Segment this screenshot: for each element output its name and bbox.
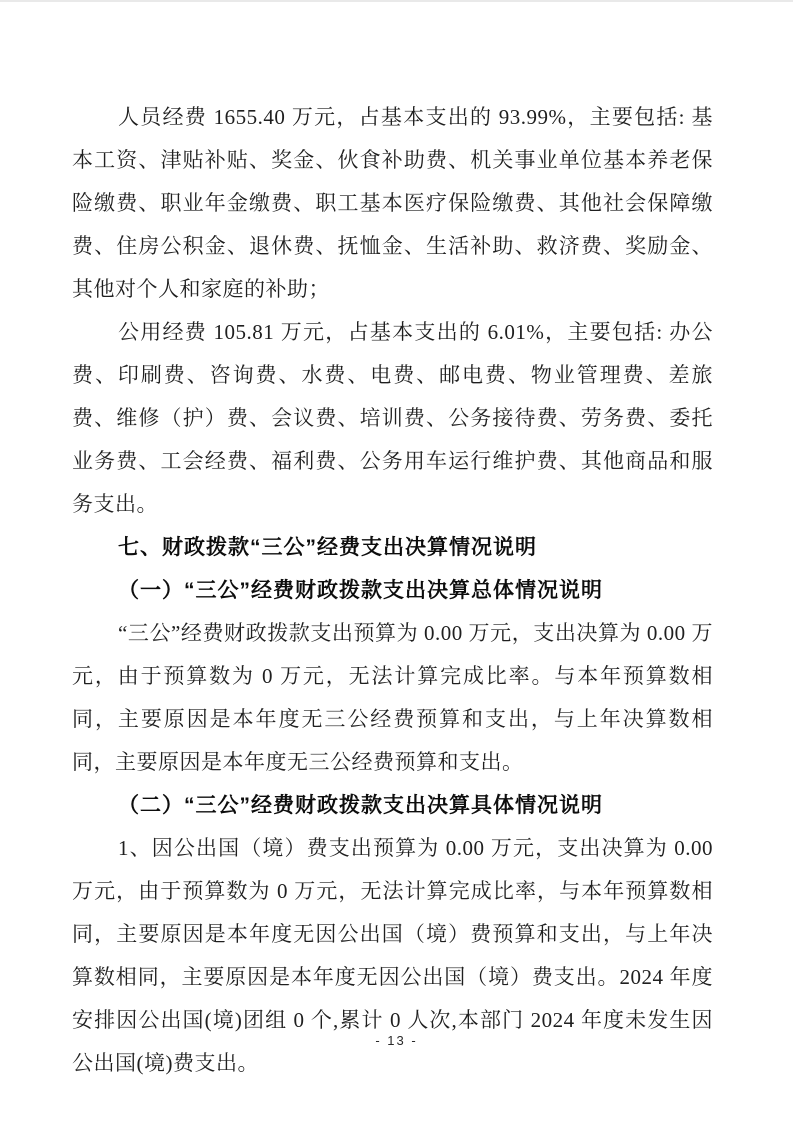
document-body (72, 96, 713, 1085)
page-number: - 13 - (375, 1033, 418, 1048)
heading-section-seven-three-public-funds: 七、财政拨款“三公”经费支出决算情况说明 (118, 536, 537, 559)
paragraph-overseas-travel-expenses: 1、因公出国（境）费支出预算为 0.00 万元，支出决算为 0.00 万元，由于预算数为 0 万元，无法计算完成比率，与本年预算数相同，主要原因是本年度无因公出国（境）费预算和支出，与上年决算数相同，主要原因是本年度无因公出国（境）费支出。2024 年度安排因公出国(境)团组 0 个,累计 0 人次,本部门 2024 年度未发生因公出国(境)费支出。 (72, 836, 713, 1075)
paragraph-personnel-expenses: 人员经费 1655.40 万元，占基本支出的 93.99%，主要包括: 基本工资、津贴补贴、奖金、伙食补助费、机关事业单位基本养老保险缴费、职业年金缴费、职工基本医疗保险缴费、其他社会保障缴费、住房公积金、退休费、抚恤金、生活补助、救济费、奖励金、其他对个人和家庭的补助； (72, 105, 713, 301)
heading-subsection-two-specific-situation: （二）“三公”经费财政拨款支出决算具体情况说明 (118, 794, 603, 817)
paragraph-public-utility-expenses: 公用经费 105.81 万元，占基本支出的 6.01%，主要包括: 办公费、印刷费、咨询费、水费、电费、邮电费、物业管理费、差旅费、维修（护）费、会议费、培训费、公务接待费、劳务费、委托业务费、工会经费、福利费、公务用车运行维护费、其他商品和服务支出。 (72, 320, 713, 516)
paragraph-three-public-overall-explanation: “三公”经费财政拨款支出预算为 0.00 万元，支出决算为 0.00 万元，由于预算数为 0 万元，无法计算完成比率。与本年预算数相同，主要原因是本年度无三公经费预算和支出，与上年决算数相同，主要原因是本年度无三公经费预算和支出。 (72, 621, 713, 774)
heading-subsection-one-overall-situation: （一）“三公”经费财政拨款支出决算总体情况说明 (118, 579, 603, 602)
